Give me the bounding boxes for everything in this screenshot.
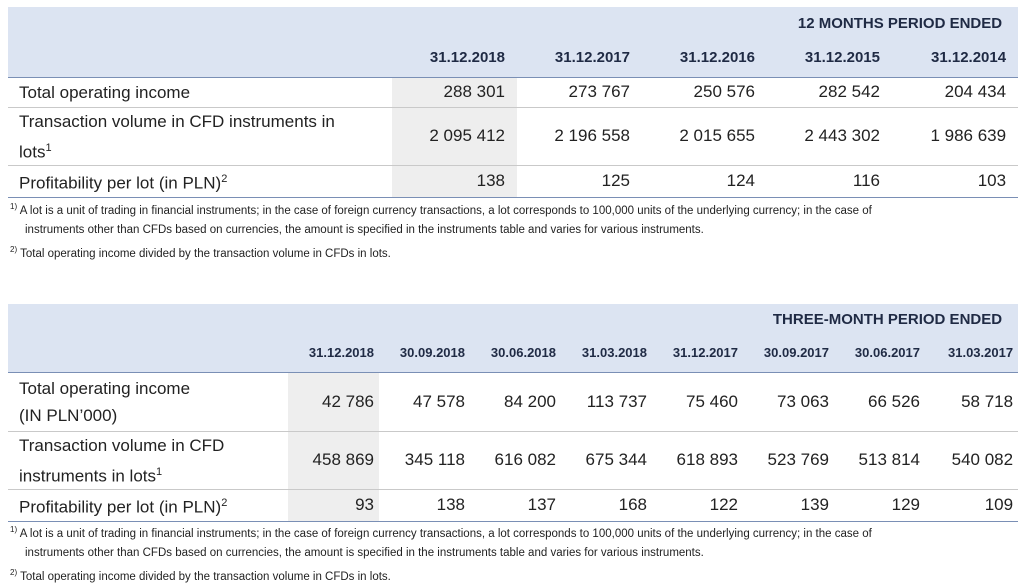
table-cell: 1 986 639: [892, 107, 1018, 166]
table-cell: 523 769: [743, 431, 834, 490]
row-label: Total operating income (IN PLN’000): [8, 372, 288, 431]
table-cell: 675 344: [561, 431, 652, 490]
table-row: [8, 372, 1018, 431]
table-cell: 66 526: [834, 372, 925, 431]
row-label: Transaction volume in CFD instruments in lots$^1$: [8, 107, 392, 166]
table-cell: 616 082: [470, 431, 561, 490]
table-cell: 42 786: [288, 372, 379, 431]
row-label: Total operating income: [8, 77, 392, 107]
footnote-1: $^{1)}$ A lot is a unit of trading in financial instruments; in the case of foreign currency transactions, a lot corresponds to 100,000 units of the underlying currency; in the case of: [10, 525, 872, 540]
table-cell: 2 196 558: [517, 107, 642, 166]
period-title: 12 MONTHS PERIOD ENDED: [797, 14, 1003, 32]
footnote-2: $^{2)}$ Total operating income divided by the transaction volume in CFDs in lots.: [10, 567, 391, 583]
annual-results-table: [8, 7, 1018, 198]
column-header-date: 31.12.2015: [767, 39, 892, 77]
table-cell: 47 578: [379, 372, 470, 431]
table-cell: 124: [642, 166, 767, 198]
column-header-date: 31.03.2017: [925, 334, 1018, 372]
table-cell: 58 718: [925, 372, 1018, 431]
table-cell: 129: [834, 490, 925, 522]
column-header-date: 31.12.2017: [652, 334, 743, 372]
column-header-date: 30.06.2018: [470, 334, 561, 372]
table-cell: 138: [379, 490, 470, 522]
table-cell: 103: [892, 166, 1018, 198]
table-cell: 138: [392, 166, 517, 198]
column-header-date: 31.12.2017: [517, 39, 642, 77]
table-cell: 137: [470, 490, 561, 522]
table-cell: 282 542: [767, 77, 892, 107]
table-cell: 2 015 655: [642, 107, 767, 166]
table-cell: 250 576: [642, 77, 767, 107]
footnote-1: $^{1)}$ A lot is a unit of trading in financial instruments; in the case of foreign currency transactions, a lot corresponds to 100,000 units of the underlying currency; in the case of: [10, 202, 872, 217]
table-cell: 73 063: [743, 372, 834, 431]
footnotes: $^{1)}$ A lot is a unit of trading in financial instruments; in the case of foreign currency transactions, a lot corresponds to 100,000 units of the underlying currency; in the case of instruments other than CFDs based on currencies, the amount is specified in the instruments table and varies for various instruments. $^{2)}$ Total operating income divided by the transaction volume in CFDs in lots.: [10, 520, 1020, 587]
table-cell: 75 460: [652, 372, 743, 431]
row-label: Transaction volume in CFD instruments in lots$^1$: [8, 431, 288, 490]
table-cell: 93: [288, 490, 379, 522]
table-cell: 2 095 412: [392, 107, 517, 166]
footnote-2: $^{2)}$ Total operating income divided by the transaction volume in CFDs in lots.: [10, 244, 391, 260]
table-cell: 109: [925, 490, 1018, 522]
table-cell: 168: [561, 490, 652, 522]
column-header-date: 31.12.2018: [288, 334, 379, 372]
column-header-date: 30.09.2018: [379, 334, 470, 372]
table-cell: 113 737: [561, 372, 652, 431]
table-cell: 458 869: [288, 431, 379, 490]
table-row: [8, 490, 1018, 522]
table-row: [8, 166, 1018, 198]
table-cell: 125: [517, 166, 642, 198]
quarterly-results-table: [8, 304, 1018, 522]
row-label: Profitability per lot (in PLN)$^2$: [8, 166, 392, 198]
footnotes: $^{1)}$ A lot is a unit of trading in financial instruments; in the case of foreign currency transactions, a lot corresponds to 100,000 units of the underlying currency; in the case of instruments other than CFDs based on currencies, the amount is specified in the instruments table and varies for various instruments. $^{2)}$ Total operating income divided by the transaction volume in CFDs in lots.: [10, 197, 1020, 264]
column-header-date: 30.09.2017: [743, 334, 834, 372]
table-cell: 122: [652, 490, 743, 522]
table-cell: 513 814: [834, 431, 925, 490]
column-header-date: 31.12.2016: [642, 39, 767, 77]
table-row: [8, 77, 1018, 107]
table-cell: 540 082: [925, 431, 1018, 490]
table-cell: 345 118: [379, 431, 470, 490]
table-cell: 139: [743, 490, 834, 522]
column-header-date: 31.12.2018: [392, 39, 517, 77]
table-cell: 204 434: [892, 77, 1018, 107]
table-cell: 288 301: [392, 77, 517, 107]
table-cell: 84 200: [470, 372, 561, 431]
table-cell: 618 893: [652, 431, 743, 490]
row-label: Profitability per lot (in PLN)$^2$: [8, 490, 288, 522]
table-cell: 116: [767, 166, 892, 198]
column-header-date: 31.03.2018: [561, 334, 652, 372]
period-title: THREE-MONTH PERIOD ENDED: [772, 310, 1003, 328]
table-row: [8, 107, 1018, 166]
column-header-date: 31.12.2014: [892, 39, 1018, 77]
table-cell: 2 443 302: [767, 107, 892, 166]
table-cell: 273 767: [517, 77, 642, 107]
table-row: [8, 431, 1018, 490]
column-header-date: 30.06.2017: [834, 334, 925, 372]
